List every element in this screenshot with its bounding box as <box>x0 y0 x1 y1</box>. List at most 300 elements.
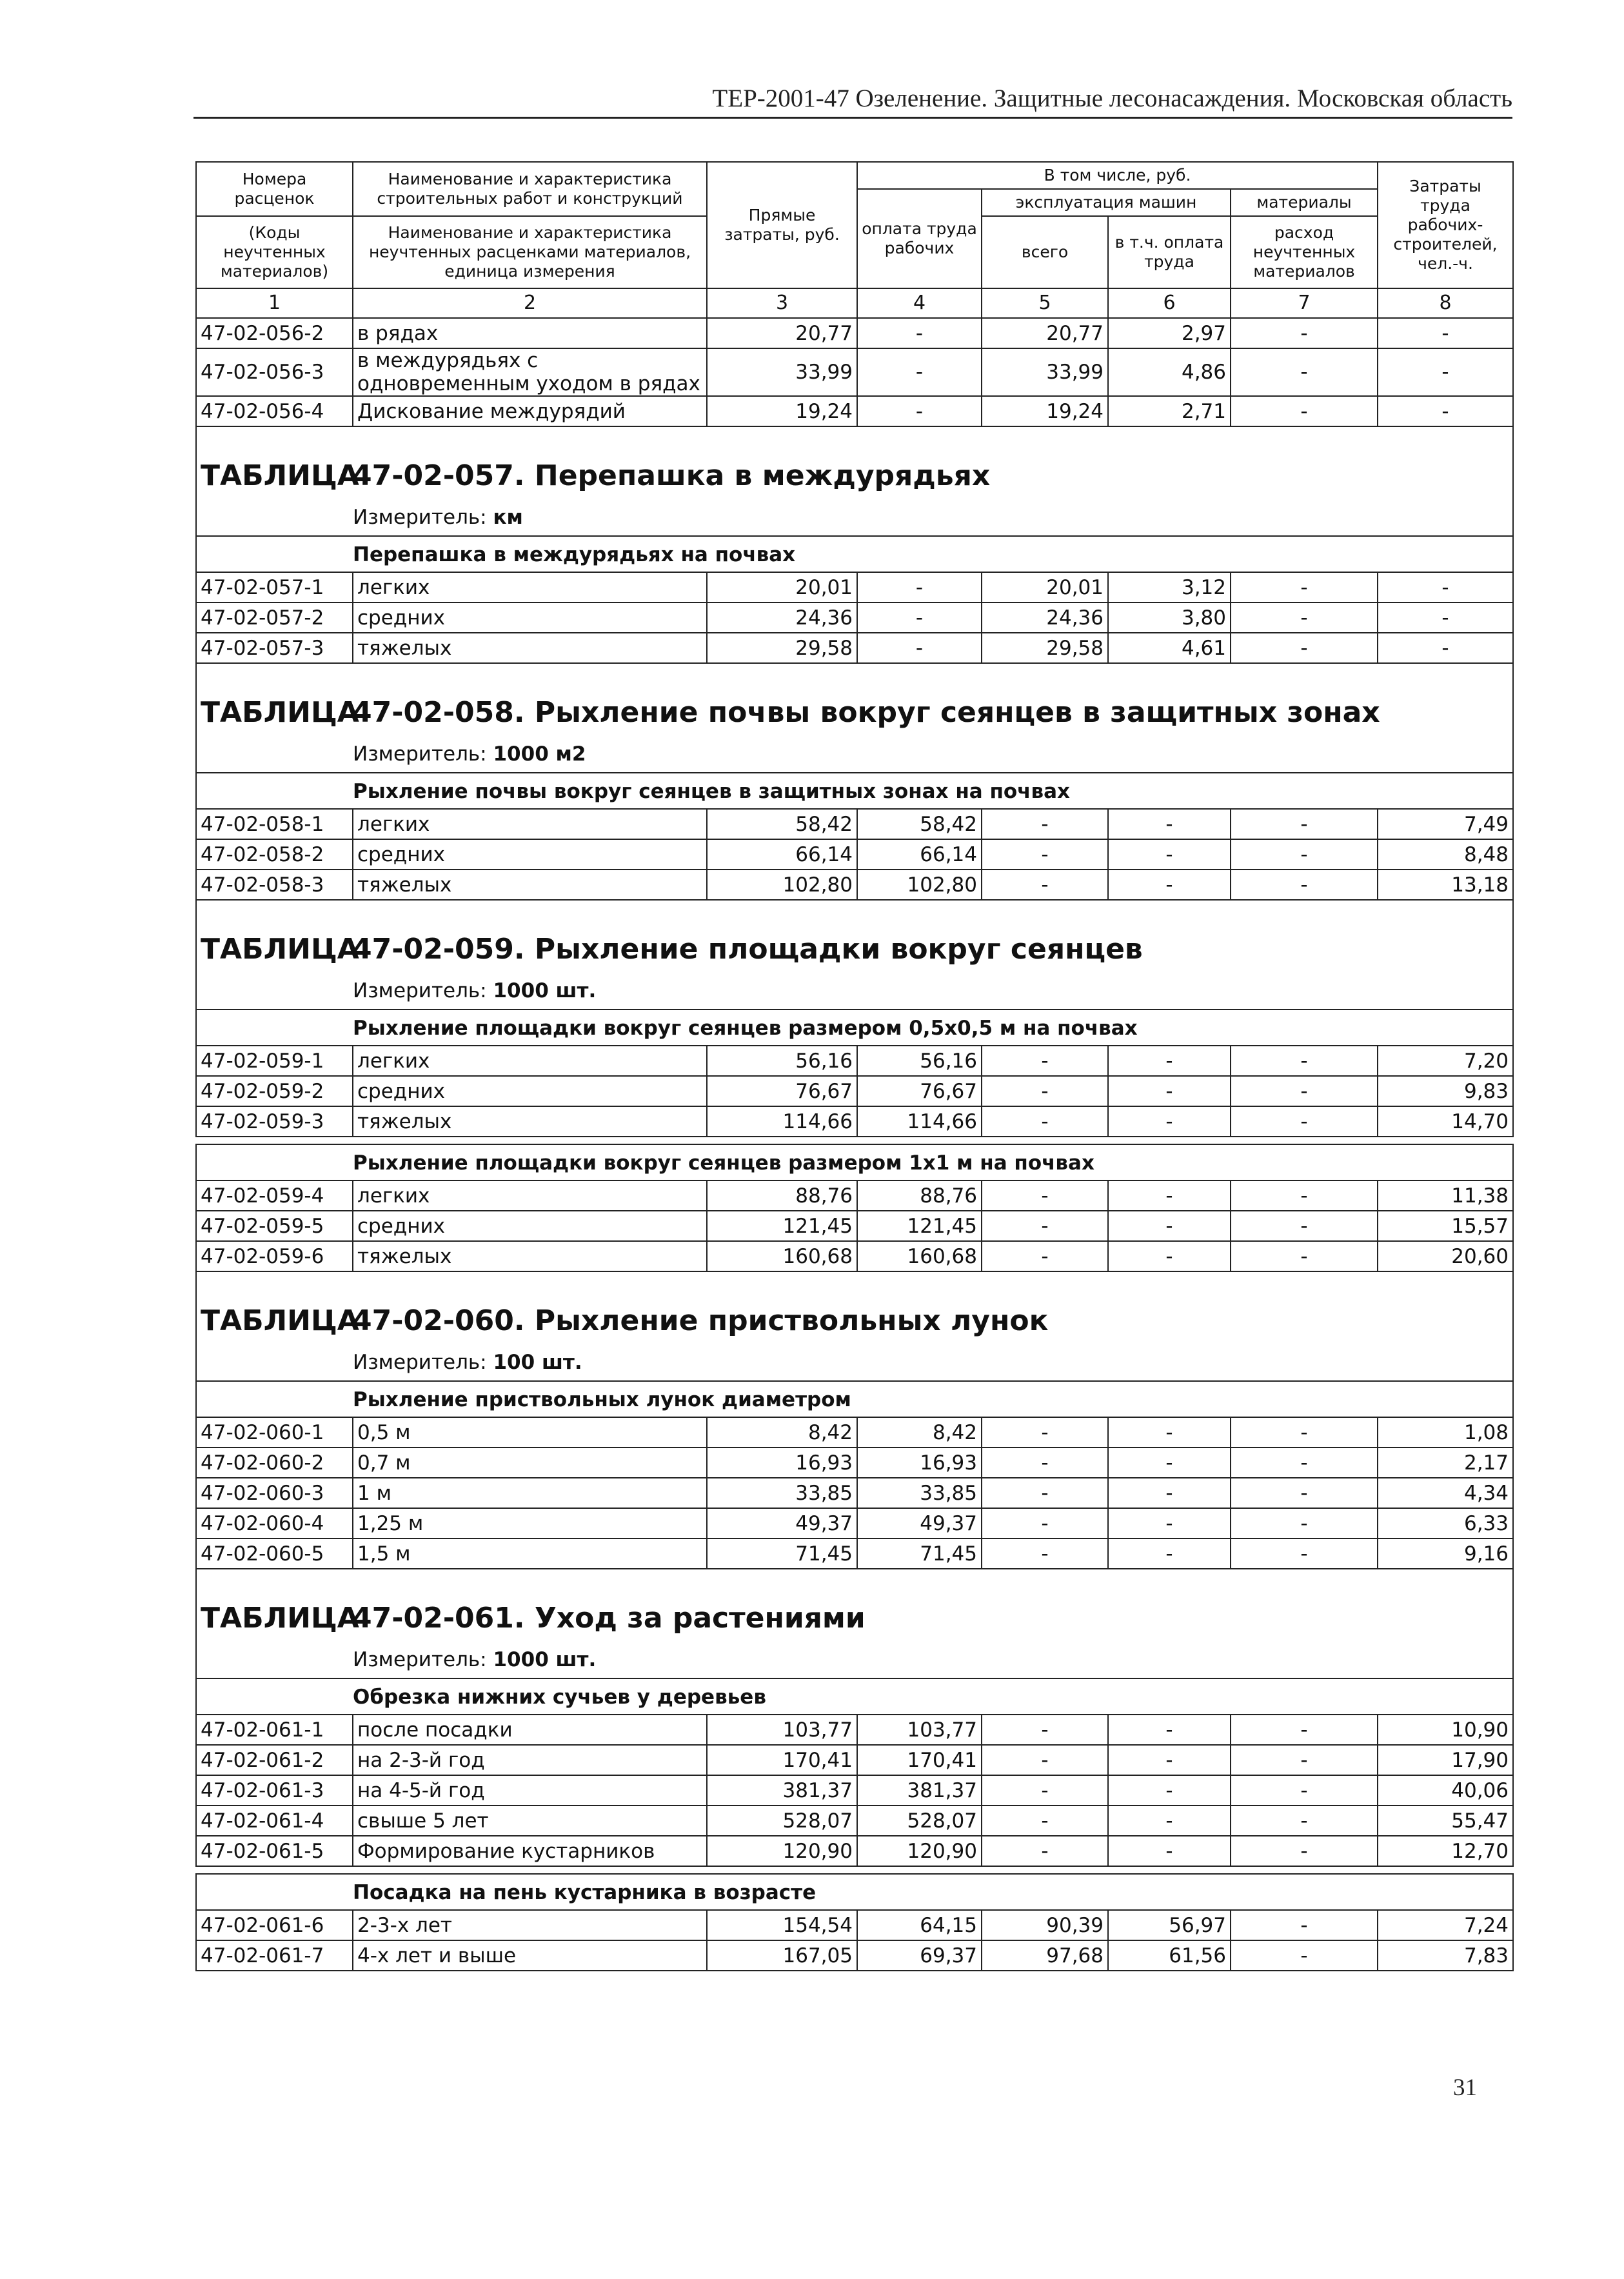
cell-direct: 56,16 <box>707 1046 857 1076</box>
cell-direct: 71,45 <box>707 1538 857 1569</box>
cell-mat: - <box>1231 602 1378 633</box>
cell-code: 47-02-061-4 <box>196 1806 353 1836</box>
header-workers-pay: оплата труда рабочих <box>857 189 982 288</box>
cell-labor: 7,24 <box>1378 1910 1513 1940</box>
cell-name: 1,5 м <box>353 1538 707 1569</box>
table-title <box>196 663 1513 733</box>
table-title <box>196 426 1513 497</box>
group-heading-row <box>196 773 1513 809</box>
cell-name: в междурядьях с одновременным уходом в рядах <box>353 348 707 396</box>
cell-direct: 19,24 <box>707 396 857 426</box>
meter-row <box>196 970 1513 1010</box>
cell-name: тяжелых <box>353 1241 707 1271</box>
cell-name: 1,25 м <box>353 1508 707 1538</box>
cell-pay: 16,93 <box>857 1448 982 1478</box>
cell-mach-pay: - <box>1108 1211 1231 1241</box>
cell-labor: 7,83 <box>1378 1940 1513 1971</box>
cell-direct: 49,37 <box>707 1508 857 1538</box>
cell-labor: 9,83 <box>1378 1076 1513 1106</box>
meter-label: Измеритель: <box>353 1648 487 1671</box>
table-row <box>196 602 1513 633</box>
table-row <box>196 1940 1513 1971</box>
cell-labor: 40,06 <box>1378 1775 1513 1806</box>
cell-name: на 2-3-й год <box>353 1745 707 1775</box>
cell-direct: 528,07 <box>707 1806 857 1836</box>
cell-code: 47-02-058-3 <box>196 870 353 900</box>
header-rule <box>193 117 1512 119</box>
cell-code: 47-02-060-2 <box>196 1448 353 1478</box>
cell-code: 47-02-060-3 <box>196 1478 353 1508</box>
group-gap <box>196 1137 1513 1144</box>
group-heading-row <box>196 536 1513 572</box>
cell-pay: 381,37 <box>857 1775 982 1806</box>
meter <box>196 970 1513 1010</box>
cell-labor: 7,49 <box>1378 809 1513 839</box>
cell-mat: - <box>1231 318 1378 348</box>
column-number: 5 <box>982 288 1108 318</box>
cell-mach-pay: 4,61 <box>1108 633 1231 663</box>
cell-mat: - <box>1231 1745 1378 1775</box>
group-heading: Рыхление площадки вокруг сеянцев размером 1х1 м на почвах <box>196 1144 1513 1180</box>
cell-labor: - <box>1378 318 1513 348</box>
table-row <box>196 1106 1513 1137</box>
cell-code: 47-02-061-5 <box>196 1836 353 1866</box>
meter-row <box>196 1342 1513 1381</box>
header-machines: эксплуатация машин <box>982 189 1231 216</box>
table-row <box>196 633 1513 663</box>
cell-name: легких <box>353 1180 707 1211</box>
group-heading: Рыхление почвы вокруг сеянцев в защитных зонах на почвах <box>196 773 1513 809</box>
cell-direct: 16,93 <box>707 1448 857 1478</box>
cell-mach: - <box>982 1211 1108 1241</box>
group-heading-row <box>196 1144 1513 1180</box>
cell-mach-pay: 61,56 <box>1108 1940 1231 1971</box>
cell-mach-pay: 2,97 <box>1108 318 1231 348</box>
cell-direct: 88,76 <box>707 1180 857 1211</box>
cell-mach: - <box>982 839 1108 870</box>
table-title-text: 47-02-058. Рыхление почвы вокруг сеянцев в защитных зонах <box>352 696 1380 729</box>
header-materials: материалы <box>1231 189 1378 216</box>
cell-code: 47-02-060-5 <box>196 1538 353 1569</box>
table-row <box>196 1836 1513 1866</box>
column-number: 4 <box>857 288 982 318</box>
cell-labor: 13,18 <box>1378 870 1513 900</box>
cell-mach: - <box>982 809 1108 839</box>
meter-value: 1000 м2 <box>493 742 586 766</box>
table-body <box>196 318 1513 1971</box>
cell-mach: 20,77 <box>982 318 1108 348</box>
cell-code: 47-02-056-4 <box>196 396 353 426</box>
cell-mach-pay: - <box>1108 870 1231 900</box>
cell-mach: - <box>982 1241 1108 1271</box>
table-row <box>196 1417 1513 1448</box>
table-row <box>196 1508 1513 1538</box>
group-heading-row <box>196 1010 1513 1046</box>
cell-mach: - <box>982 870 1108 900</box>
meter-label: Измеритель: <box>353 742 487 766</box>
column-number: 3 <box>707 288 857 318</box>
table-title-row <box>196 1271 1513 1342</box>
meter <box>196 1342 1513 1381</box>
cell-mach: - <box>982 1715 1108 1745</box>
table-row <box>196 1910 1513 1940</box>
cell-mach-pay: - <box>1108 1046 1231 1076</box>
cell-mach-pay: - <box>1108 1180 1231 1211</box>
table-title-label: ТАБЛИЦА <box>201 1602 359 1635</box>
cell-mat: - <box>1231 1775 1378 1806</box>
cell-mach: 19,24 <box>982 396 1108 426</box>
cell-mach: - <box>982 1417 1108 1448</box>
cell-labor: 1,08 <box>1378 1417 1513 1448</box>
cell-mach: 90,39 <box>982 1910 1108 1940</box>
cell-direct: 120,90 <box>707 1836 857 1866</box>
header-codes-top: Номера расценок <box>196 162 353 216</box>
cell-mat: - <box>1231 1508 1378 1538</box>
cell-mat: - <box>1231 572 1378 602</box>
cell-labor: 12,70 <box>1378 1836 1513 1866</box>
cell-code: 47-02-059-2 <box>196 1076 353 1106</box>
cell-code: 47-02-059-5 <box>196 1211 353 1241</box>
meter-label: Измеритель: <box>353 506 487 529</box>
cell-direct: 58,42 <box>707 809 857 839</box>
cell-direct: 66,14 <box>707 839 857 870</box>
cell-labor: 15,57 <box>1378 1211 1513 1241</box>
column-number: 7 <box>1231 288 1378 318</box>
cell-name: 1 м <box>353 1478 707 1508</box>
cell-pay: 64,15 <box>857 1910 982 1940</box>
cell-mach: 33,99 <box>982 348 1108 396</box>
cell-mat: - <box>1231 1211 1378 1241</box>
cell-name: в рядах <box>353 318 707 348</box>
cell-pay: - <box>857 572 982 602</box>
cell-mach-pay: - <box>1108 1745 1231 1775</box>
cell-code: 47-02-058-1 <box>196 809 353 839</box>
cell-code: 47-02-057-3 <box>196 633 353 663</box>
cell-direct: 24,36 <box>707 602 857 633</box>
cell-mach: - <box>982 1180 1108 1211</box>
cell-pay: 170,41 <box>857 1745 982 1775</box>
group-heading: Перепашка в междурядьях на почвах <box>196 536 1513 572</box>
cell-pay: 49,37 <box>857 1508 982 1538</box>
header-materials-unaccounted: расход неучтенных материалов <box>1231 216 1378 288</box>
cell-name: средних <box>353 1076 707 1106</box>
cell-code: 47-02-059-6 <box>196 1241 353 1271</box>
cell-mach-pay: 4,86 <box>1108 348 1231 396</box>
cell-labor: 6,33 <box>1378 1508 1513 1538</box>
meter-label: Измеритель: <box>353 1351 487 1374</box>
header-names-top: Наименование и характеристика строительных работ и конструкций <box>353 162 707 216</box>
cell-pay: - <box>857 318 982 348</box>
cell-pay: 88,76 <box>857 1180 982 1211</box>
table-row <box>196 1775 1513 1806</box>
cell-code: 47-02-060-1 <box>196 1417 353 1448</box>
cell-labor: 4,34 <box>1378 1478 1513 1508</box>
cell-pay: 103,77 <box>857 1715 982 1745</box>
cell-mach-pay: 2,71 <box>1108 396 1231 426</box>
table-row <box>196 348 1513 396</box>
cell-labor: - <box>1378 633 1513 663</box>
table-row <box>196 572 1513 602</box>
cell-labor: - <box>1378 348 1513 396</box>
cell-code: 47-02-059-3 <box>196 1106 353 1137</box>
cell-name: Формирование кустарников <box>353 1836 707 1866</box>
table-title-text: 47-02-061. Уход за растениями <box>352 1602 866 1635</box>
cell-code: 47-02-061-1 <box>196 1715 353 1745</box>
cell-mat: - <box>1231 809 1378 839</box>
header-direct: Прямые затраты, руб. <box>707 162 857 288</box>
table-row <box>196 318 1513 348</box>
group-heading-row <box>196 1874 1513 1910</box>
table-header <box>196 162 1513 318</box>
cell-mat: - <box>1231 1538 1378 1569</box>
cell-direct: 381,37 <box>707 1775 857 1806</box>
cell-direct: 160,68 <box>707 1241 857 1271</box>
cell-direct: 154,54 <box>707 1910 857 1940</box>
table-row <box>196 1211 1513 1241</box>
group-heading: Обрезка нижних сучьев у деревьев <box>196 1678 1513 1715</box>
cell-name: тяжелых <box>353 1106 707 1137</box>
table-row <box>196 396 1513 426</box>
cell-mat: - <box>1231 1241 1378 1271</box>
header-machines-pay: в т.ч. оплата труда <box>1108 216 1231 288</box>
cell-pay: 76,67 <box>857 1076 982 1106</box>
cell-code: 47-02-058-2 <box>196 839 353 870</box>
cell-mach-pay: - <box>1108 1106 1231 1137</box>
cell-mat: - <box>1231 1910 1378 1940</box>
table-title-label: ТАБЛИЦА <box>201 1304 359 1337</box>
group-heading-row <box>196 1381 1513 1417</box>
cell-mach-pay: - <box>1108 839 1231 870</box>
meter-label: Измеритель: <box>353 979 487 1002</box>
table-title-label: ТАБЛИЦА <box>201 933 359 966</box>
cell-mach: - <box>982 1106 1108 1137</box>
cell-labor: 20,60 <box>1378 1241 1513 1271</box>
cell-pay: 58,42 <box>857 809 982 839</box>
cell-pay: 33,85 <box>857 1478 982 1508</box>
cell-pay: 120,90 <box>857 1836 982 1866</box>
header-incl: В том числе, руб. <box>857 162 1378 189</box>
cell-name: легких <box>353 572 707 602</box>
table-row <box>196 1538 1513 1569</box>
cell-labor: 7,20 <box>1378 1046 1513 1076</box>
cell-labor: - <box>1378 396 1513 426</box>
cell-pay: 528,07 <box>857 1806 982 1836</box>
cell-labor: - <box>1378 602 1513 633</box>
meter-row <box>196 497 1513 536</box>
cell-code: 47-02-057-1 <box>196 572 353 602</box>
table-title-label: ТАБЛИЦА <box>201 459 359 492</box>
meter-value: 100 шт. <box>493 1351 582 1374</box>
cell-name: 2-3-х лет <box>353 1910 707 1940</box>
cell-code: 47-02-056-3 <box>196 348 353 396</box>
cell-mat: - <box>1231 348 1378 396</box>
group-gap-cell <box>196 1866 1513 1874</box>
table-row <box>196 839 1513 870</box>
cell-labor: 17,90 <box>1378 1745 1513 1775</box>
cell-name: тяжелых <box>353 633 707 663</box>
cell-code: 47-02-061-7 <box>196 1940 353 1971</box>
cell-pay: - <box>857 348 982 396</box>
meter <box>196 497 1513 536</box>
cell-mach-pay: - <box>1108 809 1231 839</box>
table-title <box>196 1569 1513 1639</box>
cell-mach-pay: - <box>1108 1508 1231 1538</box>
cell-code: 47-02-060-4 <box>196 1508 353 1538</box>
cell-mat: - <box>1231 1046 1378 1076</box>
meter-value: 1000 шт. <box>493 979 597 1002</box>
table-row <box>196 809 1513 839</box>
cell-labor: 55,47 <box>1378 1806 1513 1836</box>
cell-name: тяжелых <box>353 870 707 900</box>
header-codes-bottom: (Коды неучтенных материалов) <box>196 216 353 288</box>
cell-mat: - <box>1231 633 1378 663</box>
meter-value: км <box>493 506 523 529</box>
cell-mach-pay: - <box>1108 1076 1231 1106</box>
cell-pay: 69,37 <box>857 1940 982 1971</box>
cell-mach-pay: - <box>1108 1806 1231 1836</box>
cell-direct: 167,05 <box>707 1940 857 1971</box>
cell-direct: 170,41 <box>707 1745 857 1775</box>
cell-code: 47-02-057-2 <box>196 602 353 633</box>
table-title-label: ТАБЛИЦА <box>201 696 359 729</box>
cell-name: средних <box>353 1211 707 1241</box>
cell-mach-pay: 56,97 <box>1108 1910 1231 1940</box>
column-number: 2 <box>353 288 707 318</box>
cell-labor: 14,70 <box>1378 1106 1513 1137</box>
cell-mat: - <box>1231 1836 1378 1866</box>
cell-mach: - <box>982 1478 1108 1508</box>
cell-labor: 10,90 <box>1378 1715 1513 1745</box>
cell-name: после посадки <box>353 1715 707 1745</box>
cell-mach-pay: - <box>1108 1448 1231 1478</box>
page-header: ТЕР-2001-47 Озеленение. Защитные лесонасаждения. Московская область <box>712 85 1512 112</box>
cell-pay: - <box>857 602 982 633</box>
header-names-bottom: Наименование и характеристика неучтенных расценками материалов, единица измерения <box>353 216 707 288</box>
cell-mat: - <box>1231 870 1378 900</box>
cell-mach: - <box>982 1775 1108 1806</box>
cell-mat: - <box>1231 1478 1378 1508</box>
cell-name: 4-х лет и выше <box>353 1940 707 1971</box>
cell-code: 47-02-056-2 <box>196 318 353 348</box>
cell-pay: 114,66 <box>857 1106 982 1137</box>
column-numbers-row <box>196 288 1513 318</box>
cell-mach: 20,01 <box>982 572 1108 602</box>
cell-name: легких <box>353 809 707 839</box>
table-row <box>196 1745 1513 1775</box>
column-number: 1 <box>196 288 353 318</box>
cell-pay: - <box>857 396 982 426</box>
cell-mach-pay: - <box>1108 1478 1231 1508</box>
cell-mach: - <box>982 1448 1108 1478</box>
cell-labor: - <box>1378 572 1513 602</box>
cell-pay: 102,80 <box>857 870 982 900</box>
cell-code: 47-02-061-6 <box>196 1910 353 1940</box>
cell-mach: - <box>982 1806 1108 1836</box>
cell-code: 47-02-059-4 <box>196 1180 353 1211</box>
table-row <box>196 1715 1513 1745</box>
cell-code: 47-02-061-3 <box>196 1775 353 1806</box>
cell-mat: - <box>1231 1448 1378 1478</box>
table-title-row <box>196 1569 1513 1639</box>
group-heading-row <box>196 1678 1513 1715</box>
cell-labor: 9,16 <box>1378 1538 1513 1569</box>
meter-value: 1000 шт. <box>493 1648 597 1671</box>
cell-mat: - <box>1231 396 1378 426</box>
cell-mat: - <box>1231 1940 1378 1971</box>
cell-mach-pay: - <box>1108 1538 1231 1569</box>
table-title-text: 47-02-057. Перепашка в междурядьях <box>352 459 991 492</box>
cell-pay: 121,45 <box>857 1211 982 1241</box>
table-row <box>196 1180 1513 1211</box>
cell-mach-pay: - <box>1108 1775 1231 1806</box>
table-row <box>196 1076 1513 1106</box>
cell-mat: - <box>1231 1076 1378 1106</box>
meter-row <box>196 733 1513 773</box>
cell-direct: 29,58 <box>707 633 857 663</box>
table-title <box>196 1271 1513 1342</box>
cell-mach-pay: - <box>1108 1836 1231 1866</box>
cell-mach: - <box>982 1076 1108 1106</box>
meter <box>196 1639 1513 1678</box>
cell-mat: - <box>1231 1715 1378 1745</box>
cell-direct: 33,99 <box>707 348 857 396</box>
table-title-row <box>196 426 1513 497</box>
header-machines-total: всего <box>982 216 1108 288</box>
cell-labor: 2,17 <box>1378 1448 1513 1478</box>
cell-direct: 114,66 <box>707 1106 857 1137</box>
table-title-text: 47-02-060. Рыхление приствольных лунок <box>352 1304 1049 1337</box>
cell-pay: 56,16 <box>857 1046 982 1076</box>
cell-mat: - <box>1231 1417 1378 1448</box>
cell-mach: - <box>982 1745 1108 1775</box>
column-number: 8 <box>1378 288 1513 318</box>
page-number: 31 <box>1453 2075 1477 2101</box>
cell-mat: - <box>1231 839 1378 870</box>
cell-mach: 24,36 <box>982 602 1108 633</box>
cell-pay: - <box>857 633 982 663</box>
cell-mach: 29,58 <box>982 633 1108 663</box>
cell-pay: 71,45 <box>857 1538 982 1569</box>
group-gap-cell <box>196 1137 1513 1144</box>
table-row <box>196 1046 1513 1076</box>
column-number: 6 <box>1108 288 1231 318</box>
cell-mach-pay: - <box>1108 1715 1231 1745</box>
table-row <box>196 870 1513 900</box>
cell-pay: 66,14 <box>857 839 982 870</box>
cell-mach-pay: - <box>1108 1417 1231 1448</box>
cell-mat: - <box>1231 1806 1378 1836</box>
cell-code: 47-02-061-2 <box>196 1745 353 1775</box>
cell-direct: 33,85 <box>707 1478 857 1508</box>
cell-code: 47-02-059-1 <box>196 1046 353 1076</box>
table-title-row <box>196 900 1513 970</box>
cell-name: средних <box>353 602 707 633</box>
cell-pay: 8,42 <box>857 1417 982 1448</box>
cell-mach: - <box>982 1508 1108 1538</box>
cell-pay: 160,68 <box>857 1241 982 1271</box>
cell-labor: 11,38 <box>1378 1180 1513 1211</box>
table-title-text: 47-02-059. Рыхление площадки вокруг сеянцев <box>352 933 1143 966</box>
table-row <box>196 1448 1513 1478</box>
cell-direct: 102,80 <box>707 870 857 900</box>
group-gap <box>196 1866 1513 1874</box>
table-row <box>196 1241 1513 1271</box>
cell-direct: 103,77 <box>707 1715 857 1745</box>
cell-direct: 20,77 <box>707 318 857 348</box>
cell-mat: - <box>1231 1106 1378 1137</box>
cell-name: 0,7 м <box>353 1448 707 1478</box>
table-row <box>196 1806 1513 1836</box>
